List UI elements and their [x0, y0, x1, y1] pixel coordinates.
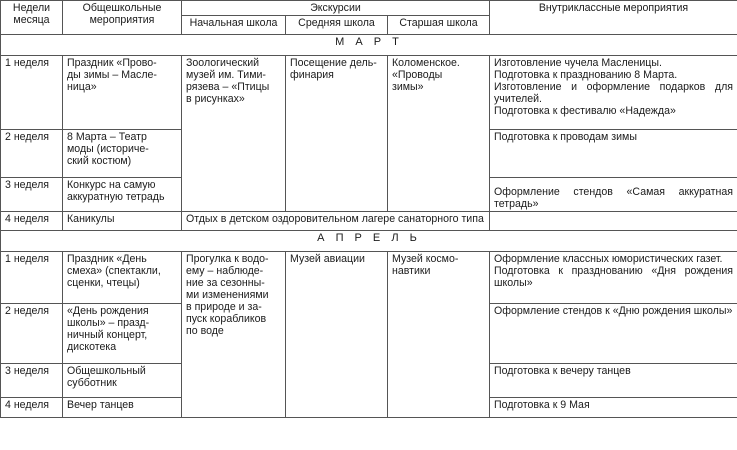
- header-row: [1, 1, 737, 16]
- in-class-event: Подготовка к 9 Мая: [490, 398, 737, 418]
- school-event: Общешкольный субботник: [63, 364, 182, 398]
- week-label: 1 неделя: [1, 56, 63, 130]
- week-label: 2 неделя: [1, 130, 63, 178]
- week-label: 4 неделя: [1, 398, 63, 418]
- in-class-event: Подготовка к вечеру танцев: [490, 364, 737, 398]
- table-row: [1, 212, 737, 231]
- week-label: 2 неделя: [1, 304, 63, 364]
- header-middle-school: Средняя школа: [286, 16, 388, 35]
- table-row: [1, 56, 737, 130]
- header-excursions: Экскурсии: [182, 1, 490, 16]
- school-event: Праздник «Прово- ды зимы – Масле- ница»: [63, 56, 182, 130]
- excursion-middle: Музей авиации: [286, 252, 388, 418]
- week-label: 4 неделя: [1, 212, 63, 231]
- header-primary-school: Начальная школа: [182, 16, 286, 35]
- school-event: «День рождения школы» – празд- ничный концерт, дискотека: [63, 304, 182, 364]
- excursion-primary: Прогулка к водо- ему – наблюде- ние за сезонны- ми изменениями в природе и за- пуск корабликов по воде: [182, 252, 286, 418]
- in-class-event: Оформление классных юмористических газет. Подготовка к празднованию «Дня рождения школы»: [490, 252, 737, 304]
- excursion-senior: Музей космо- навтики: [388, 252, 490, 418]
- month-row-march: [1, 35, 737, 56]
- in-class-event: Оформление стендов «Самая аккуратная тетрадь»: [490, 178, 737, 212]
- excursion-all-schools: Отдых в детском оздоровительном лагере санаторного типа: [182, 212, 490, 231]
- table-row: [1, 252, 737, 304]
- month-title-march: М А Р Т: [1, 35, 737, 56]
- excursion-middle: Посещение дель- финария: [286, 56, 388, 212]
- month-title-april: А П Р Е Л Ь: [1, 231, 737, 252]
- week-label: 1 неделя: [1, 252, 63, 304]
- school-event: Вечер танцев: [63, 398, 182, 418]
- excursion-primary: Зоологический музей им. Тими- рязева – «Птицы в рисунках»: [182, 56, 286, 212]
- school-event: Каникулы: [63, 212, 182, 231]
- in-class-event: Подготовка к проводам зимы: [490, 130, 737, 178]
- header-school-events: Общешкольные мероприятия: [63, 1, 182, 35]
- header-senior-school: Старшая школа: [388, 16, 490, 35]
- in-class-event: [490, 212, 737, 231]
- week-label: 3 неделя: [1, 364, 63, 398]
- excursion-senior: Коломенское. «Проводы зимы»: [388, 56, 490, 212]
- header-weeks: Недели месяца: [1, 1, 63, 35]
- month-row-april: [1, 231, 737, 252]
- school-event: Праздник «День смеха» (спектакли, сценки, чтецы): [63, 252, 182, 304]
- in-class-event: Изготовление чучела Масленицы. Подготовка к празднованию 8 Марта. Изготовление и оформление подарков для учителей. Подготовка к фестивалю «Надежда»: [490, 56, 737, 130]
- header-in-class-events: Внутриклассные мероприятия: [490, 1, 737, 35]
- school-event: 8 Марта – Театр моды (историче- ский костюм): [63, 130, 182, 178]
- week-label: 3 неделя: [1, 178, 63, 212]
- school-event: Конкурс на самую аккуратную тетрадь: [63, 178, 182, 212]
- in-class-event: Оформление стендов к «Дню рождения школы»: [490, 304, 737, 364]
